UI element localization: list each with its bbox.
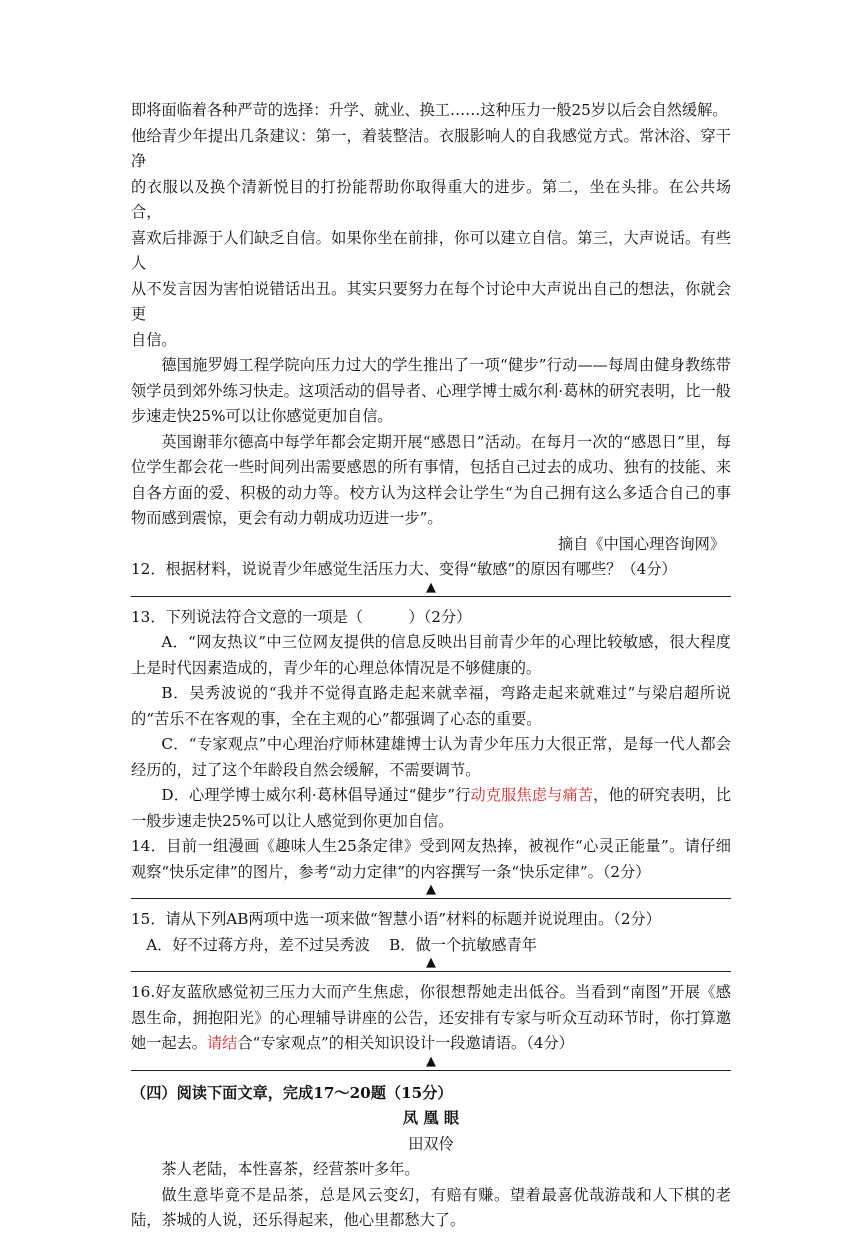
passage-line: 即将面临着各种严苛的选择：升学、就业、换工……这种压力一般25岁以后会自然缓解。 [131, 101, 728, 119]
question-13-option-b: B．吴秀波说的“我并不觉得直路走起来就幸福，弯路走起来就难过”与梁启超所说的“苦乐不在客观的事，全在主观的心”都强调了心态的重要。 [131, 684, 731, 728]
article-title: 凤 凰 眼 [402, 1109, 460, 1127]
option-d-text-end: ，他的研究表明，比一般步速走快25%可以让人感觉到你更加自信。 [131, 786, 732, 830]
question-13-option-a: A．“网友热议”中三位网友提供的信息反映出目前青少年的心理比较敏感，很大程度上是时代因素造成的，青少年的心理总体情况是不够健康的。 [131, 633, 731, 677]
answer-rule [131, 971, 731, 972]
question-12: 12．根据材料，说说青少年感觉生活压力大、变得“敏感”的原因有哪些？（4分） [131, 560, 677, 578]
answer-rule [131, 596, 731, 597]
question-16-highlight: 请结 [206, 1034, 238, 1052]
passage-line: 的衣服以及换个清新悦目的打扮能帮助你取得重大的进步。第二，坐在头排。在公共场合， [131, 177, 731, 221]
question-15-option-b: B．做一个抗敏感青年 [389, 935, 537, 954]
article-paragraph-1: 茶人老陆，本性喜茶，经营茶叶多年。 [161, 1160, 420, 1178]
answer-marker-icon: ▲ [426, 882, 436, 897]
option-d-text: D．心理学博士威尔利·葛林倡导通过“健步”行 [161, 786, 471, 804]
question-13-option-d [131, 783, 731, 834]
article-paragraph-2: 做生意毕竟不是品茶，总是风云变幻，有赔有赚。望着最喜优哉游哉和人下棋的老陆，茶城的人说，还乐得起来，他心里都愁大了。 [131, 1185, 731, 1229]
question-14: 14．目前一组漫画《趣味人生25条定律》受到网友热捧，被视作“心灵正能量”。请仔细观察“快乐定律”的图片，参考“动力定律”的内容撰写一条“快乐定律”。（2分） [131, 837, 731, 881]
passage-line: 他给青少年提出几条建议：第一，着装整洁。衣服影响人的自我感觉方式。常沐浴、穿干净 [131, 126, 731, 170]
answer-rule [131, 898, 731, 899]
answer-marker-icon: ▲ [426, 1053, 436, 1069]
section-4-heading: （四）阅读下面文章，完成17～20题（15分） [131, 1083, 453, 1102]
question-16-text-end: 合“专家观点”的相关知识设计一段邀请语。（4分） [237, 1034, 574, 1052]
question-16 [131, 980, 731, 1057]
answer-marker-icon: ▲ [426, 955, 436, 970]
exam-page [131, 98, 731, 1234]
passage-paragraph-3: 英国谢菲尔德高中每学年都会定期开展“感恩日”活动。在每月一次的“感恩日”里，每位学生都会花一些时间列出需要感恩的所有事情，包括自己过去的成功、独有的技能、来自各方面的爱、积极的动力等。校方认为这样会让学生“为自己拥有这么多适合自己的事物而感到震惊，更会有动力朝成功迈进一步”。 [131, 432, 731, 527]
answer-line-12[interactable] [131, 579, 731, 597]
passage-line: 自信。 [131, 330, 177, 349]
passage-paragraph-1 [131, 98, 731, 353]
question-13-option-c: C．“专家观点”中心理治疗师林建雄博士认为青少年压力大很正常，是每一代人都会经历的，过了这个年龄段自然会缓解，不需要调节。 [131, 735, 731, 779]
question-15-stem: 15．请从下列AB两项中选一项来做“智慧小语”材料的标题并说说理由。（2分） [131, 910, 661, 928]
question-13-stem: 13．下列说法符合文意的一项是（ ）（2分） [131, 607, 472, 626]
passage-line: 从不发言因为害怕说错话出丑。其实只要努力在每个讨论中大声说出自己的想法，你就会更 [131, 279, 731, 323]
answer-line-16[interactable] [131, 1053, 731, 1071]
answer-line-14[interactable] [131, 882, 731, 899]
passage-source: 摘自《中国心理咨询网》 [557, 534, 725, 553]
answer-marker-icon: ▲ [426, 579, 436, 595]
article-author: 田双伶 [408, 1134, 454, 1153]
answer-rule [131, 1070, 731, 1071]
passage-paragraph-2: 德国施罗姆工程学院向压力过大的学生推出了一项“健步”行动——每周由健身教练带领学员到郊外练习快走。这项活动的倡导者、心理学博士威尔利·葛林的研究表明，比一般步速走快25%可以让你感觉更加自信。 [131, 356, 731, 425]
passage-line: 喜欢后排源于人们缺乏自信。如果你坐在前排，你可以建立自信。第三，大声说话。有些人 [131, 228, 731, 272]
question-16-text: 16.好友蓝欣感觉初三压力大而产生焦虑，你很想帮她走出低谷。当看到“南图”开展《感恩生命，拥抱阳光》的心理辅导讲座的公告，还安排有专家与听众互动环节时，你打算邀她一起去。 [131, 983, 731, 1052]
answer-line-15[interactable] [131, 955, 731, 972]
option-d-highlight: 动克服焦虑与痛苦 [470, 786, 594, 804]
question-15-option-a: A．好不过蒋方舟，差不过吴秀波 [146, 935, 370, 954]
